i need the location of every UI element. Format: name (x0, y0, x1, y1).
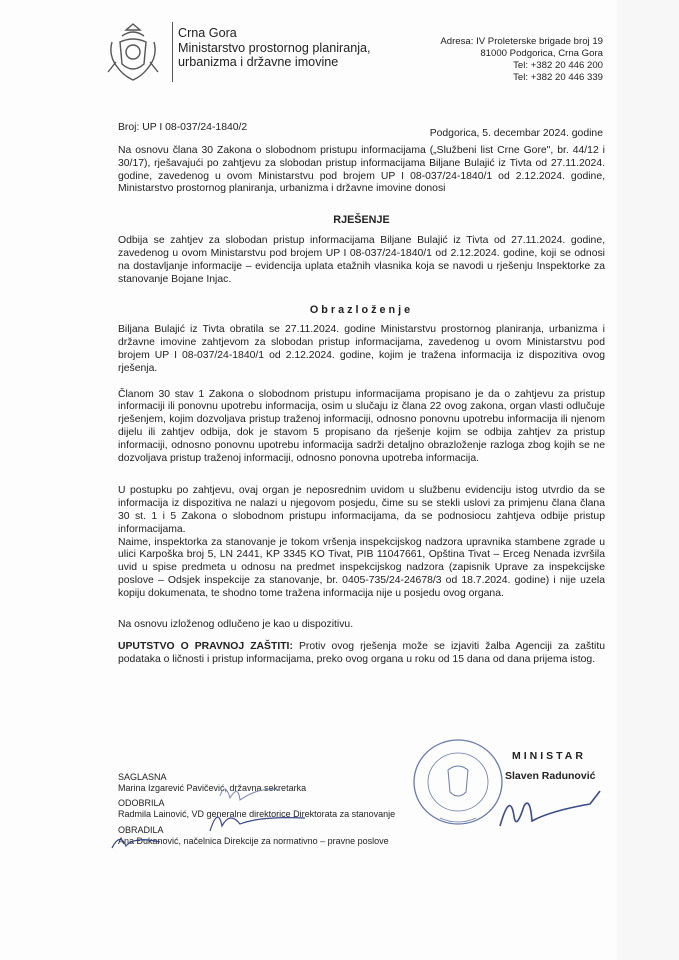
legal-remedy-label: UPUTSTVO O PRAVNOJ ZAŠTITI: (118, 641, 293, 653)
reasoning-title: Obrazloženje (309, 304, 414, 317)
conclusion-paragraph: Na osnovu izloženog odlučeno je kao u dispozitivu. (118, 618, 354, 630)
address-line: 81000 Podgorica, Crna Gora (480, 48, 603, 59)
address-line: Adresa: IV Proleterske brigade broj 19 (440, 36, 603, 47)
phone-line: Tel: +382 20 446 200 (513, 60, 603, 71)
approval-person: Ana Đukanović, načelnica Direkcije za normativno – pravne poslove (118, 836, 389, 846)
approval-person: Marina Izgarević Pavičević, državna sekretarka (118, 783, 307, 793)
address-block (440, 36, 603, 84)
decision-title: RJEŠENJE (333, 214, 390, 227)
reference-number: Broj: UP I 08-037/24-1840/2 (118, 122, 248, 133)
scan-margin (617, 0, 679, 960)
minister-title: MINISTAR (512, 750, 586, 762)
initials-signatures-icon (110, 776, 350, 856)
reasoning-paragraph: Naime, inspektorka za stanovanje je tokom vršenja inspekcijskog nadzora upravnika stambene zgrade u ulici Karpoška broj 5, LN 2441, KP 3345 KO Tivat, PIB 11047661, Opština Tivat – Erceg Nenada izvršila uvid u spise predmeta u odnosu na predmet inspekcijskog nadzora (zapisnik Uprave za inspekcijske poslove – Odsjek inspekcije za stanovanje, br. 0405-735/24-24678/3 od 18.7.2024. godine) i nije uzela kopiju dokumenata, te shodno tome tražena informacija nije u posjedu ovog organa. (118, 536, 605, 599)
ministry-name-line2: urbanizma i državne imovine (178, 55, 339, 70)
decision-paragraph: Odbija se zahtjev za slobodan pristup informacijama Biljane Bulajić iz Tivta od 27.11.2024. godine, zavedenog u ovom Ministarstvu pod brojem UP I 08-037/24-1840/1 od 2.12.2024. godine, koji se odnosi na dostavljanje informacije – evidencija uplata etažnih vlasnika koja se navodi u rješenju Inspektorke za stanovanje Bojane Injac. (118, 235, 605, 285)
header-divider (172, 22, 173, 82)
reasoning-paragraph: Biljana Bulajić iz Tivta obratila se 27.11.2024. godine Ministarstvu prostornog planiranja, urbanizma i državne imovine zahtjevom za slobodan pristup informacijama, zavedenog u ovom Ministarstvu pod brojem UP I 08-037/24-1840/1 od 2.12.2024. godine, kojim je tražena informacija iz dispozitiva ovog rješenja. (118, 324, 605, 374)
approval-label: OBRADILA (118, 825, 164, 835)
approval-label: ODOBRILA (118, 798, 165, 808)
phone-line: Tel: +382 20 446 339 (513, 72, 603, 83)
minister-signature-icon (480, 786, 610, 834)
country-name: Crna Gora (178, 26, 237, 40)
document-body (118, 145, 605, 667)
coat-of-arms-icon (104, 22, 162, 84)
reasoning-paragraph: Članom 30 stav 1 Zakona o slobodnom pristupu informacijama propisano je da o zahtjevu za pristup informaciji ili ponovnu upotrebu informacija, osim u slučaju iz člana 22 ovog zakona, organ vlasti odlučuje rješenjem, kojim dozvoljava pristup traženoj informaciji, odnosno ponovnu upotrebu informacija ili njenom dijelu ili zahtjev odbija, dok je stavom 5 propisano da rješenje kojim se odbija zahtjev za pristup informaciji, odnosno ponovnu upotrebu informacija sadrži detaljno obrazloženje razloga zbog kojih se ne dozvoljava pristup traženoj informaciji, odnosno ponovna upotreba informacija. (118, 388, 605, 464)
legal-remedy-text: Protiv ovog rješenja može se izjaviti žalba Agenciji za zaštitu podataka o ličnosti i pristup informacijama, preko ovog organa u roku od 15 dana od dana prijema istog. (118, 641, 605, 666)
minister-name: Slaven Radunović (505, 770, 596, 782)
legal-remedy-paragraph (118, 641, 605, 667)
intro-paragraph: Na osnovu člana 30 Zakona o slobodnom pristupu informacijama („Službeni list Crne Gore", br. 44/12 i 30/17), rješavajući po zahtjevu za slobodan pristup informacijama Biljane Bulajić iz Tivta od 27.11.2024. godine, zavedenog u ovom Ministarstvu pod brojem UP I 08-037/24-1840/1 od 2.12.2024. godine, Ministarstvo prostornog planiranja, urbanizma i državne imovine donosi (118, 145, 605, 195)
reasoning-paragraph: U postupku po zahtjevu, ovaj organ je neposrednim uvidom u službenu evidenciju istog utvrdio da se informacija iz dispozitiva ne nalazi u njegovom posjedu, čime su se stekli uslovi za primjenu člana člana 30 st. 1 i 5 Zakona o slobodnom pristupu informacijama, da se podnosiocu zahtjeva odbije pristup informacijama. (118, 485, 605, 535)
approval-person: Radmila Lainović, VD generalne direktorice Direktorata za stanovanje (118, 809, 396, 819)
approval-label: SAGLASNA (118, 772, 167, 782)
place-date: Podgorica, 5. decembar 2024. godine (429, 128, 603, 139)
institution-header (178, 26, 371, 70)
ministry-name-line1: Ministarstvo prostornog planiranja, (178, 40, 371, 55)
